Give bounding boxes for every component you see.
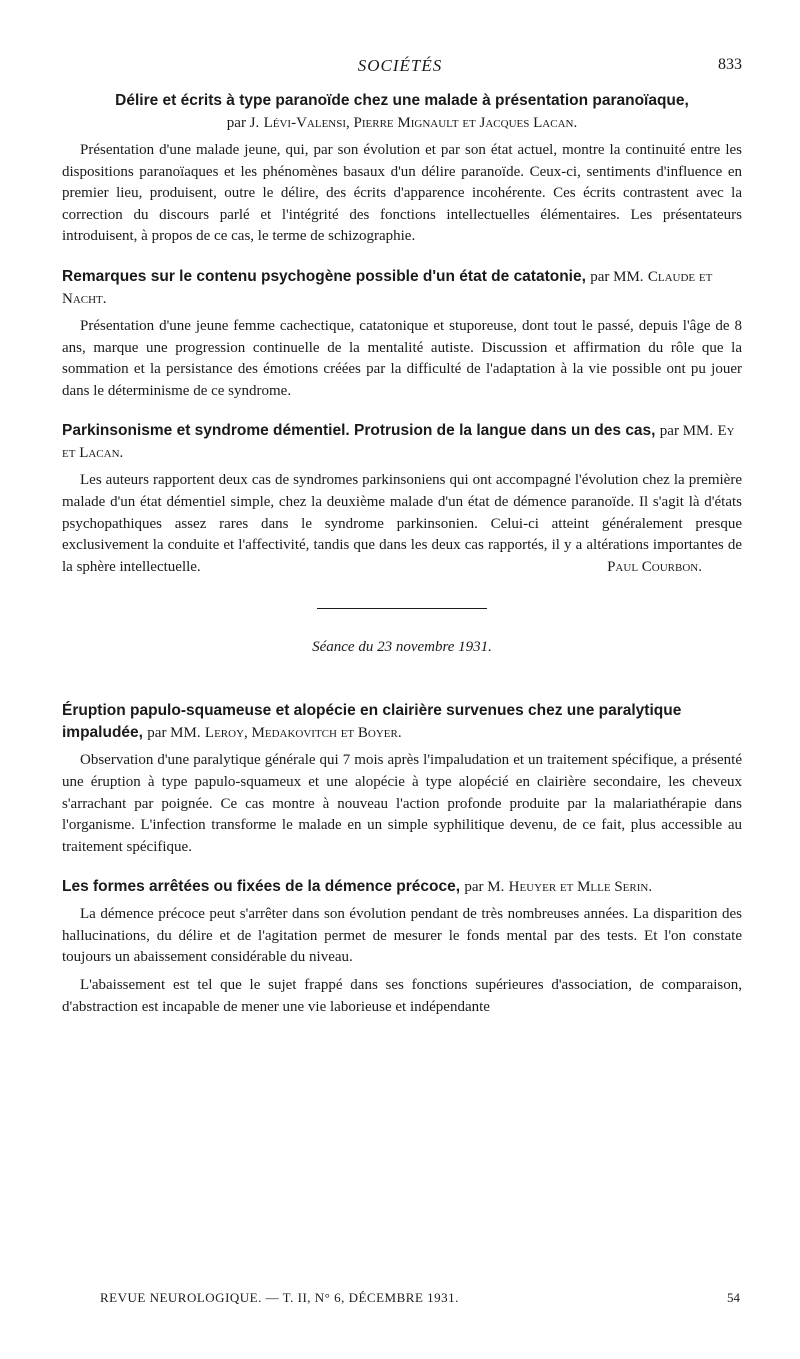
entry-3-heading — [62, 420, 742, 464]
entry-4-heading — [62, 700, 742, 744]
entry-1-title: Délire et écrits à type paranoïde chez une malade à présentation paranoïaque, — [115, 92, 689, 109]
entry-5-heading — [62, 876, 742, 898]
sheet-number: 54 — [727, 1290, 740, 1305]
document-body — [62, 90, 742, 1036]
entry-1-body: Présentation d'une malade jeune, qui, par son évolution et par son état actuel, montre la continuité entre les dispositions paranoïaques et les phénomènes basaux d'un délire paranoïde. Ceux-ci, sentiments d'influence en premier lieu, produisent, outre le délire, des écrits d'apparence incohérente. Ces écrits contrastent avec la correction du discours parlé et l'intégrité des fonctions intellectuelles élémentaires. Les présentateurs introduisent, à propos de ce cas, le terme de schizographie. — [62, 142, 742, 245]
entry-2-title: Remarques sur le contenu psychogène possible d'un état de catatonie, — [62, 267, 586, 285]
running-head-title: SOCIÉTÉS — [357, 56, 443, 75]
entry-5-authors: Heuyer et Mlle Serin. — [508, 879, 653, 896]
entry-3-title: Parkinsonisme et syndrome démentiel. Protrusion de la langue dans un des cas, — [62, 422, 656, 440]
journal-citation: REVUE NEUROLOGIQUE. — T. II, N° 6, DÉCEMBRE 1931. — [100, 1290, 459, 1305]
entry-4-title: Éruption papulo-squameuse et alopécie en clairière survenues chez une paralytique impaludée, — [62, 702, 682, 742]
entry-5-body: La démence précoce peut s'arrêter dans son évolution pendant de très nombreuses années. La disparition des hallucinations, du délire et de l'agitation permet de mesurer le fonds mental par des tests. Et l'on constate toujours un abaissement considérable du niveau. — [62, 906, 742, 966]
entry-1-by: par J. — [226, 115, 260, 131]
entry-3 — [62, 420, 742, 578]
entry-3-authors: Ey et Lacan. — [62, 423, 735, 462]
entry-1-heading — [62, 90, 742, 134]
entry-1 — [62, 90, 742, 248]
entry-2-heading — [62, 266, 742, 310]
entry-4-body: Observation d'une paralytique générale qui 7 mois après l'impaludation et un traitement spécifique, a présenté une éruption à type papulo-squameux et une alopécie à type alopécié en clairière secondaire, les cheveux s'arrachant par poignée. Ce cas montre à nouveau l'action profonde produite par la malariathérapie dans l'organisme. L'infection transforme le malade en un simple syphilitique devenu, de ce fait, plus accessible au traitement spécifique. — [62, 752, 742, 855]
page-footer — [100, 1290, 740, 1312]
entry-5 — [62, 876, 742, 1018]
entry-3-signature: Paul Courbon. — [607, 558, 702, 575]
entry-5-body-continued: L'abaissement est tel que le sujet frappé dans ses fonctions supérieures d'association, de comparaison, d'abstraction est incapable de mener une vie laborieuse et indépendante — [62, 977, 742, 1015]
entry-5-title: Les formes arrêtées ou fixées de la démence précoce, — [62, 878, 461, 896]
entry-2-authors: Claude et Nacht. — [62, 268, 713, 307]
seance-date: Séance du 23 novembre 1931. — [312, 639, 492, 656]
entry-4 — [62, 700, 742, 858]
entry-4-by: par MM. — [147, 725, 201, 742]
page-number: 833 — [718, 56, 742, 73]
entry-3-by: par MM. — [659, 423, 714, 440]
entry-3-text: Les auteurs rapportent deux cas de syndromes parkinsoniens qui ont accompagné l'évolution chez la première malade d'un état démentiel simple, chez la deuxième malade d'un état de démence paranoïde. Il s'agit là d'états psychopathiques assez rares dans le syndrome parkinsonien. Celui-ci atteint généralement presque exclusivement la conduite et l'affectivité, tandis que dans les deux cas rapportés, il y a altérations importantes de la sphère intellectuelle. — [62, 472, 742, 575]
running-head — [0, 56, 800, 80]
entry-5-by: par M. — [464, 879, 505, 896]
entry-2 — [62, 266, 742, 402]
section-divider — [317, 608, 487, 609]
entry-2-by: par MM. — [590, 268, 644, 285]
entry-4-authors: Leroy, Medakovitch et Boyer. — [204, 725, 402, 742]
entry-1-authors: Lévi-Valensi, Pierre Mignault et Jacques Lacan. — [263, 115, 578, 131]
entry-3-body — [62, 470, 742, 578]
entry-2-body: Présentation d'une jeune femme cachectique, catatonique et stuporeuse, dont tout le passé, depuis l'âge de 8 ans, marque une progression continuelle de la mentalité autiste. Discussion et affirmation du rôle que la sommation et la persistance des émotions créées par la difficulté de l'adaptation à la vie possible ont pu jouer dans le déterminisme de ce syndrome. — [62, 317, 742, 399]
